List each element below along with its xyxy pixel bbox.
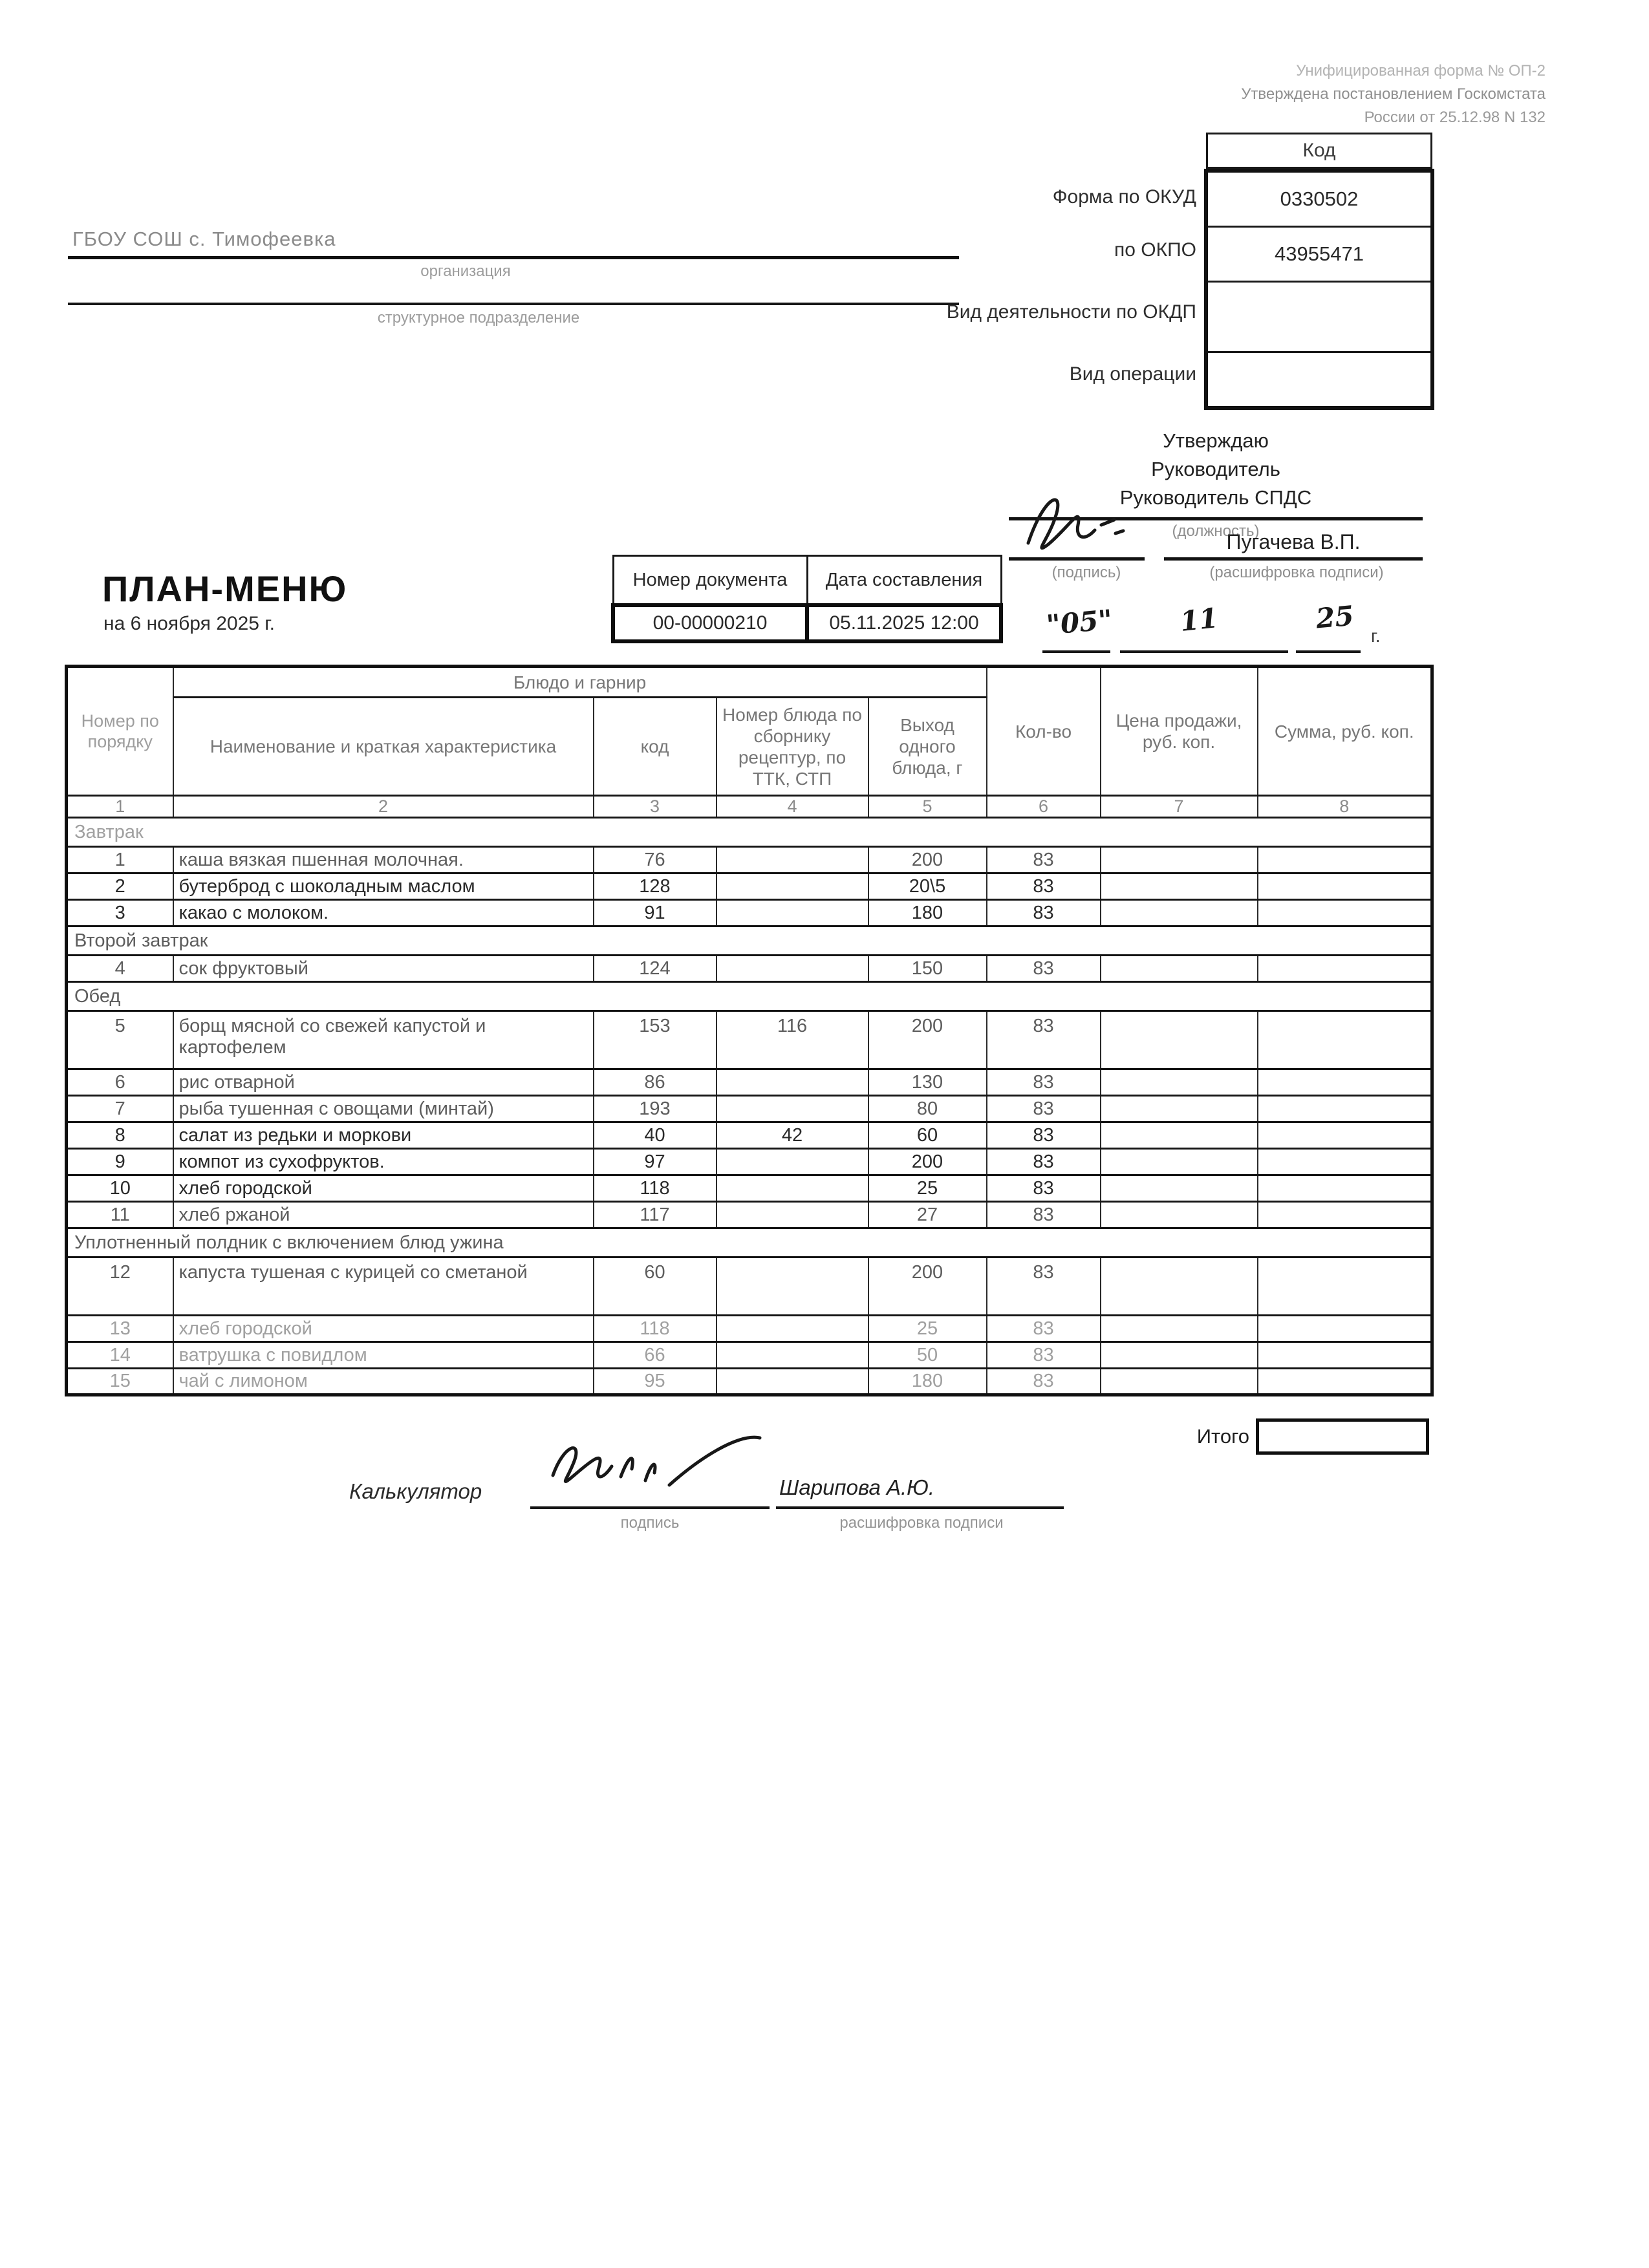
doc-box-value-row (613, 605, 1001, 641)
table-group-header-row (67, 667, 1432, 698)
column-number: 5 (868, 796, 987, 818)
cell-output: 200 (868, 1149, 987, 1175)
cell-price (1101, 1069, 1258, 1096)
date-rule-day (1042, 650, 1110, 653)
cell-qty: 83 (987, 1202, 1101, 1228)
division-note: структурное подразделение (377, 309, 580, 326)
cell-output: 80 (868, 1096, 987, 1122)
cell-qty: 83 (987, 1342, 1101, 1369)
column-number: 3 (594, 796, 717, 818)
cell-code: 128 (594, 873, 717, 900)
price-header: Цена продажи, руб. коп. (1101, 667, 1258, 796)
section-row (67, 818, 1432, 847)
cell-num: 4 (67, 956, 173, 982)
cell-num: 3 (67, 900, 173, 926)
cell-sum (1258, 1069, 1432, 1096)
cell-sum (1258, 1011, 1432, 1069)
cell-name: каша вязкая пшенная молочная. (173, 847, 594, 873)
form-note (905, 59, 1546, 129)
menu-item-row (67, 1096, 1432, 1122)
menu-item-row (67, 847, 1432, 873)
cell-sum (1258, 1257, 1432, 1316)
cell-qty: 83 (987, 956, 1101, 982)
date-rule-year (1296, 650, 1361, 653)
cell-output: 200 (868, 1011, 987, 1069)
group-header: Блюдо и гарнир (173, 667, 987, 698)
position-note: (должность) (1172, 522, 1260, 540)
menu-item-row (67, 1257, 1432, 1316)
cell-recipe (717, 1257, 868, 1316)
menu-table (65, 665, 1434, 1396)
cell-price (1101, 900, 1258, 926)
approver-name: Пугачева В.П. (1226, 530, 1361, 553)
output-header: Выход одного блюда, г (868, 698, 987, 796)
col1-header: Номер по порядку (67, 667, 173, 796)
cell-num: 9 (67, 1149, 173, 1175)
handwritten-year: 25 (1314, 599, 1355, 635)
cell-output: 50 (868, 1342, 987, 1369)
cell-num: 10 (67, 1175, 173, 1202)
menu-item-row (67, 1202, 1432, 1228)
cell-num: 5 (67, 1011, 173, 1069)
cell-sum (1258, 1369, 1432, 1395)
cell-name: рис отварной (173, 1069, 594, 1096)
calculator-name: Шарипова А.Ю. (779, 1475, 935, 1499)
cell-output: 200 (868, 847, 987, 873)
cell-recipe (717, 1342, 868, 1369)
cell-price (1101, 1096, 1258, 1122)
handwritten-day: "05" (1045, 603, 1114, 641)
cell-name: борщ мясной со свежей капустой и картофелем (173, 1011, 594, 1069)
cell-qty: 83 (987, 847, 1101, 873)
cell-output: 180 (868, 1369, 987, 1395)
approve-word: Утверждаю (1163, 429, 1269, 452)
cell-code: 95 (594, 1369, 717, 1395)
cell-output: 25 (868, 1175, 987, 1202)
cell-output: 130 (868, 1069, 987, 1096)
cell-num: 7 (67, 1096, 173, 1122)
column-numbers-row (67, 796, 1432, 818)
menu-item-row (67, 1011, 1432, 1069)
cell-sum (1258, 847, 1432, 873)
approver-role2: Руководитель СПДС (1119, 486, 1312, 509)
cell-price (1101, 956, 1258, 982)
cell-code: 86 (594, 1069, 717, 1096)
name-note: (расшифровка подписи) (1209, 564, 1384, 581)
cell-code: 193 (594, 1096, 717, 1122)
director-signature (1018, 478, 1164, 566)
document-title: ПЛАН-МЕНЮ (102, 568, 348, 609)
code-box-header: Код (1206, 133, 1432, 169)
cell-sum (1258, 1122, 1432, 1149)
cell-name: хлеб городской (173, 1316, 594, 1342)
cell-name: чай с лимоном (173, 1369, 594, 1395)
menu-item-row (67, 1122, 1432, 1149)
cell-output: 150 (868, 956, 987, 982)
cell-code: 118 (594, 1175, 717, 1202)
division-rule (68, 303, 959, 305)
form-note-line3: России от 25.12.98 N 132 (1364, 109, 1546, 126)
cell-output: 60 (868, 1122, 987, 1149)
cell-recipe (717, 1175, 868, 1202)
column-number: 2 (173, 796, 594, 818)
cell-price (1101, 1149, 1258, 1175)
section-row (67, 926, 1432, 956)
cell-price (1101, 1342, 1258, 1369)
column-number: 4 (717, 796, 868, 818)
organization-note: организация (420, 262, 511, 280)
calc-signature-rule (530, 1506, 770, 1509)
doc-number-label: Номер документа (613, 556, 807, 605)
cell-name: рыба тушенная с овощами (минтай) (173, 1096, 594, 1122)
calc-name-rule (776, 1506, 1064, 1509)
cell-code: 153 (594, 1011, 717, 1069)
code-box (1204, 169, 1434, 410)
column-number: 1 (67, 796, 173, 818)
document-subtitle: на 6 ноября 2025 г. (103, 613, 275, 634)
cell-num: 14 (67, 1342, 173, 1369)
date-suffix: г. (1371, 626, 1381, 646)
cell-recipe (717, 1149, 868, 1175)
cell-name: хлеб городской (173, 1175, 594, 1202)
signature-rule (1009, 557, 1145, 561)
menu-item-row (67, 873, 1432, 900)
cell-sum (1258, 1202, 1432, 1228)
cell-recipe (717, 1316, 868, 1342)
total-value-box (1256, 1418, 1429, 1455)
signature-note: (подпись) (1051, 564, 1121, 581)
cell-qty: 83 (987, 1069, 1101, 1096)
cell-name: какао с молоком. (173, 900, 594, 926)
cell-name: салат из редьки и моркови (173, 1122, 594, 1149)
cell-sum (1258, 1149, 1432, 1175)
code-header: код (594, 698, 717, 796)
cell-qty: 83 (987, 1257, 1101, 1316)
cell-code: 40 (594, 1122, 717, 1149)
cell-output: 20\5 (868, 873, 987, 900)
cell-num: 15 (67, 1369, 173, 1395)
cell-num: 2 (67, 873, 173, 900)
cell-qty: 83 (987, 1096, 1101, 1122)
column-number: 6 (987, 796, 1101, 818)
section-row (67, 982, 1432, 1011)
cell-num: 1 (67, 847, 173, 873)
cell-recipe (717, 847, 868, 873)
calculator-signature (537, 1430, 776, 1501)
cell-output: 200 (868, 1257, 987, 1316)
cell-price (1101, 1175, 1258, 1202)
menu-item-row (67, 1069, 1432, 1096)
doc-number-value: 00-00000210 (613, 605, 807, 641)
cell-num: 11 (67, 1202, 173, 1228)
cell-sum (1258, 900, 1432, 926)
cell-qty: 83 (987, 1011, 1101, 1069)
section-label: Второй завтрак (67, 926, 1432, 956)
menu-item-row (67, 1369, 1432, 1395)
cell-price (1101, 1202, 1258, 1228)
okdp-label: Вид деятельности по ОКДП (946, 301, 1196, 323)
cell-output: 180 (868, 900, 987, 926)
cell-sum (1258, 1175, 1432, 1202)
name-rule (1164, 557, 1423, 561)
cell-recipe: 116 (717, 1011, 868, 1069)
cell-price (1101, 1257, 1258, 1316)
cell-qty: 83 (987, 1122, 1101, 1149)
form-note-line2: Утверждена постановлением Госкомстата (1241, 85, 1546, 103)
menu-item-row (67, 956, 1432, 982)
cell-recipe (717, 1069, 868, 1096)
section-label: Уплотненный полдник с включением блюд ужина (67, 1228, 1432, 1257)
cell-recipe (717, 1202, 868, 1228)
menu-table-body (67, 818, 1432, 1395)
cell-recipe: 42 (717, 1122, 868, 1149)
calc-name-note: расшифровка подписи (839, 1514, 1004, 1532)
cell-sum (1258, 1096, 1432, 1122)
menu-item-row (67, 900, 1432, 926)
cell-name: бутерброд с шоколадным маслом (173, 873, 594, 900)
section-label: Обед (67, 982, 1432, 1011)
cell-code: 60 (594, 1257, 717, 1316)
okpo-value: 43955471 (1208, 228, 1430, 283)
sum-header: Сумма, руб. коп. (1258, 667, 1432, 796)
cell-num: 6 (67, 1069, 173, 1096)
cell-name: капуста тушеная с курицей со сметаной (173, 1257, 594, 1316)
doc-number-box (611, 555, 1003, 643)
date-rule-month (1120, 650, 1288, 653)
name-header: Наименование и краткая характеристика (173, 698, 594, 796)
cell-code: 76 (594, 847, 717, 873)
cell-num: 12 (67, 1257, 173, 1316)
handwritten-month: 11 (1178, 602, 1220, 637)
cell-name: хлеб ржаной (173, 1202, 594, 1228)
cell-code: 124 (594, 956, 717, 982)
cell-price (1101, 1011, 1258, 1069)
cell-qty: 83 (987, 1175, 1101, 1202)
doc-date-value: 05.11.2025 12:00 (807, 605, 1001, 641)
calculator-label: Калькулятор (349, 1479, 482, 1503)
cell-sum (1258, 1342, 1432, 1369)
qty-header: Кол-во (987, 667, 1101, 796)
menu-item-row (67, 1316, 1432, 1342)
menu-item-row (67, 1342, 1432, 1369)
cell-code: 117 (594, 1202, 717, 1228)
cell-code: 66 (594, 1342, 717, 1369)
cell-output: 27 (868, 1202, 987, 1228)
cell-sum (1258, 956, 1432, 982)
cell-price (1101, 873, 1258, 900)
cell-code: 97 (594, 1149, 717, 1175)
cell-recipe (717, 1369, 868, 1395)
okpo-label: по ОКПО (1114, 239, 1196, 261)
cell-num: 13 (67, 1316, 173, 1342)
approver-role1: Руководитель (1151, 458, 1280, 480)
cell-num: 8 (67, 1122, 173, 1149)
section-row (67, 1228, 1432, 1257)
menu-item-row (67, 1149, 1432, 1175)
menu-item-row (67, 1175, 1432, 1202)
organization-name: ГБОУ СОШ с. Тимофеевка (72, 228, 336, 250)
calc-signature-note: подпись (620, 1514, 680, 1532)
okud-value: 0330502 (1208, 173, 1430, 228)
cell-code: 118 (594, 1316, 717, 1342)
cell-price (1101, 1122, 1258, 1149)
operation-label: Вид операции (1069, 363, 1196, 385)
cell-price (1101, 1369, 1258, 1395)
cell-qty: 83 (987, 1316, 1101, 1342)
doc-date-label: Дата составления (807, 556, 1001, 605)
doc-box-header-row (613, 556, 1001, 605)
cell-name: сок фруктовый (173, 956, 594, 982)
okud-label: Форма по ОКУД (1052, 186, 1196, 208)
total-label: Итого (1196, 1425, 1249, 1448)
column-number: 8 (1258, 796, 1432, 818)
cell-recipe (717, 873, 868, 900)
cell-sum (1258, 1316, 1432, 1342)
cell-qty: 83 (987, 1369, 1101, 1395)
cell-price (1101, 1316, 1258, 1342)
recipe-header: Номер блюда по сборнику рецептур, по ТТК, СТП (717, 698, 868, 796)
okdp-value (1208, 283, 1430, 353)
cell-qty: 83 (987, 900, 1101, 926)
cell-name: компот из сухофруктов. (173, 1149, 594, 1175)
cell-code: 91 (594, 900, 717, 926)
cell-recipe (717, 956, 868, 982)
cell-output: 25 (868, 1316, 987, 1342)
operation-value (1208, 353, 1430, 406)
cell-name: ватрушка с повидлом (173, 1342, 594, 1369)
cell-qty: 83 (987, 873, 1101, 900)
form-note-line1: Унифицированная форма № ОП-2 (1296, 62, 1546, 80)
organization-rule (68, 256, 959, 259)
cell-price (1101, 847, 1258, 873)
cell-qty: 83 (987, 1149, 1101, 1175)
cell-recipe (717, 900, 868, 926)
column-number: 7 (1101, 796, 1258, 818)
cell-recipe (717, 1096, 868, 1122)
cell-sum (1258, 873, 1432, 900)
section-label: Завтрак (67, 818, 1432, 847)
